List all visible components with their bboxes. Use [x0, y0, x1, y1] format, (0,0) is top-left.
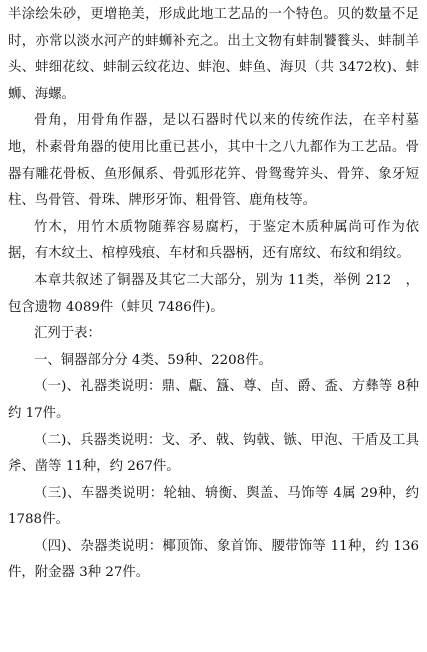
paragraph-ritual-vessels: （一)、礼器类说明：鼎、甗、簋、尊、卣、爵、盉、方彝等 8种约 17件。 — [8, 379, 419, 421]
paragraph-weapons: （二)、兵器类说明：戈、矛、戟、钩戟、镞、甲泡、干盾及工具斧、凿等 11种，约 267件。 — [8, 432, 419, 475]
paragraph-table-intro: 汇列于表： — [34, 326, 101, 342]
paragraph-bronze-section: 一、铜器部分分 4类、59种、2208件。 — [34, 352, 272, 368]
paragraph-bone-horn: 骨角，用骨角作器，是以石器时代以来的传统作法，在辛村墓地，朴素骨角器的使用比重已甚小，其中十之八九都作为工艺品。骨器有雕花骨板、鱼形佩系、骨弧形花笄、骨鸳鸯笄头、骨笄、象牙短柱、鸟骨管、骨珠、牌形牙饰、粗骨管、鹿角枝等。 — [8, 113, 419, 209]
paragraph-shell-continuation: 半涂绘朱砂，更增艳美，形成此地工艺品的一个特色。贝的数量不足时，亦常以淡水河产的蚌蛳补充之。出土文物有蚌制饕餮头、蚌制羊头、蚌细花纹、蚌制云纹花边、蚌泡、蚌鱼、海贝（共 3472枚)、蚌蛳、海螺。 — [8, 7, 419, 102]
paragraph-chapter-summary: 本章共叙述了铜器及其它二大部分，别为 11类，举例 212 ，包含遗物 4089件（蚌贝 7486件)。 — [8, 272, 419, 315]
paragraph-miscellaneous: （四)、杂器类说明：椰顶饰、象首饰、腰带饰等 11种，约 136件，附金器 3种 27件。 — [8, 538, 419, 581]
paragraph-bamboo-wood: 竹木，用竹木质物随葬容易腐朽，于鉴定木质种属尚可作为依据，有木纹土、棺椁残痕、车材和兵器柄，还有席纹、布纹和绢纹。 — [8, 219, 419, 262]
paragraph-chariot-fittings: （三)、车器类说明：轮轴、辀衡、舆盖、马饰等 4属 29种，约 1788件。 — [8, 485, 419, 528]
